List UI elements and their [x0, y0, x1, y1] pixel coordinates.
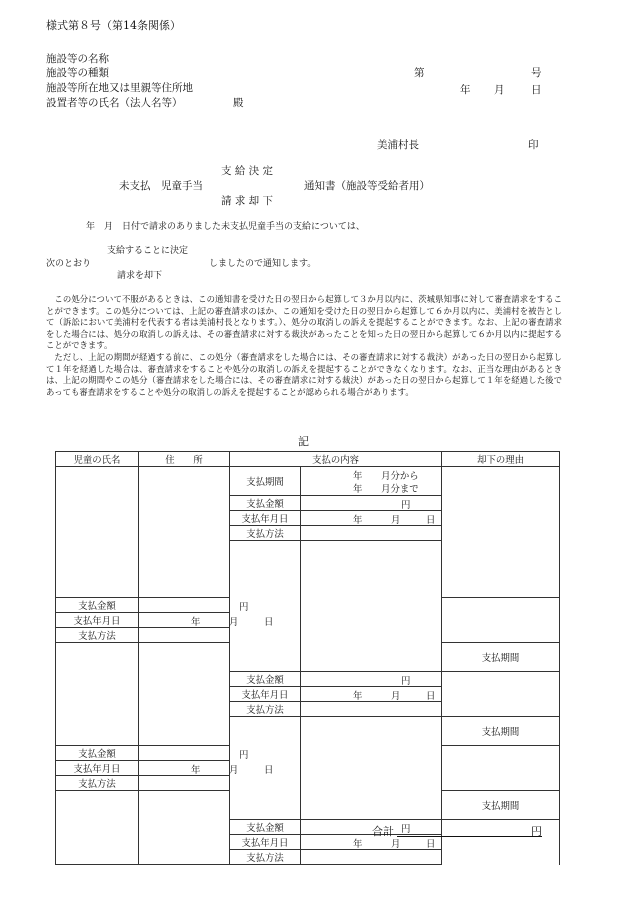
date-year: 年 [353, 838, 363, 850]
amount-label: 支払金額 [230, 672, 301, 687]
issue-date-month: 月 [494, 84, 505, 96]
total-amount-line [397, 836, 542, 837]
amount-unit: 円 [401, 675, 411, 687]
date-label: 支払年月日 [230, 835, 301, 850]
address-cell[interactable] [139, 467, 230, 598]
method-value[interactable] [301, 850, 442, 865]
period-label: 支払期間 [230, 467, 301, 496]
total-label: 合計 [372, 825, 394, 838]
col-payment-content: 支払の内容 [230, 452, 442, 467]
date-day: 日 [426, 838, 436, 850]
amount-label: 支払金額 [230, 496, 301, 511]
date-label: 支払年月日 [56, 613, 139, 628]
intro-prefix: 次のとおり [46, 259, 92, 269]
date-label: 支払年月日 [56, 761, 139, 776]
col-child-name: 児童の氏名 [56, 452, 139, 467]
table-header-row [56, 452, 560, 467]
date-value[interactable] [301, 687, 442, 702]
method-label: 支払方法 [56, 776, 139, 791]
amount-value[interactable] [301, 496, 442, 511]
intro-option-pay: 支給することに決定 [107, 246, 189, 256]
date-label: 支払年月日 [230, 687, 301, 702]
amount-label: 支払金額 [56, 746, 139, 761]
amount-value[interactable] [139, 598, 249, 613]
appeal-paragraph-1: この処分について不服があるときは、この通知書を受けた日の翌日から起算して３か月以内に、茨城県知事に対して審査請求をすることができます。この処分については、上記の審査請求のほか、この通知を受けた日の翌日から起算して６か月以内に、美浦村を被告として（訴訟において美浦村を代表する者は美浦村長となります。）、処分の取消しの訴えを提起することができます。なお、上記の審査請求をした場合には、処分の取消しの訴えは、その審査請求に対する裁決があったことを知った日の翌日から起算して６か月以内に提起することができます。 [46, 294, 562, 351]
amount-value[interactable] [301, 820, 442, 835]
intro-suffix: しましたので通知します。 [209, 259, 317, 269]
date-year: 年 [191, 764, 201, 776]
period-value[interactable] [301, 467, 442, 496]
title-main-left: 未支払 児童手当 [119, 180, 203, 192]
col-rejection-reason: 却下の理由 [442, 452, 560, 467]
method-label: 支払方法 [230, 702, 301, 717]
method-value[interactable] [139, 628, 230, 643]
table-row [56, 467, 560, 496]
intro-option-reject: 請求を却下 [117, 271, 163, 281]
appeal-paragraph-2: ただし、上記の期間が経過する前に、この処分（審査請求をした場合には、その審査請求に対する裁決）があった日の翌日から起算して１年を経過した場合は、審査請求をすることや処分の取消しの訴えを提起することができなくなります。なお、正当な理由があるときは、上記の期間やこの処分（審査請求をした場合には、その審査請求に対する裁決）があった日の翌日から起算して１年を経過した後であっても審査請求をすることや処分の取消しの訴えを提起することが認められる場合があります。 [46, 351, 562, 397]
date-day: 日 [426, 514, 436, 526]
date-month: 月 [391, 514, 401, 526]
amount-unit: 円 [401, 499, 411, 511]
doc-number-suffix: 号 [531, 67, 542, 79]
amount-value[interactable] [139, 746, 249, 761]
title-main-right: 通知書（施設等受給者用） [304, 180, 430, 192]
issue-date-year: 年 [460, 84, 471, 96]
date-year: 年 [353, 690, 363, 702]
form-number: 様式第８号（第14条関係） [46, 19, 181, 32]
method-value[interactable] [139, 776, 230, 791]
record-heading: 記 [298, 435, 309, 448]
appeal-notice [46, 294, 562, 398]
total-unit: 円 [531, 825, 542, 838]
child-name-cell[interactable] [56, 791, 139, 865]
issue-date-day: 日 [531, 84, 542, 96]
sender-title: 美浦村長 [377, 139, 419, 151]
doc-number-prefix: 第 [414, 67, 425, 79]
amount-label: 支払金額 [56, 598, 139, 613]
date-month: 月 [391, 838, 401, 850]
date-month: 月 [391, 690, 401, 702]
address-cell[interactable] [301, 541, 442, 672]
method-label: 支払方法 [230, 526, 301, 541]
method-label: 支払方法 [230, 850, 301, 865]
date-month: 月 [229, 616, 239, 628]
amount-unit: 円 [401, 823, 411, 835]
date-year: 年 [191, 616, 201, 628]
seal-mark: 印 [528, 139, 539, 151]
period-label: 支払期間 [442, 717, 560, 746]
amount-value[interactable] [301, 672, 442, 687]
date-day: 日 [264, 764, 274, 776]
facility-type-label: 施設等の種類 [46, 67, 109, 79]
col-address: 住 所 [139, 452, 230, 467]
founder-label: 設置者等の氏名（法人名等） [46, 97, 183, 109]
title-option-reject: 請 求 却 下 [221, 195, 274, 207]
amount-label: 支払金額 [230, 820, 301, 835]
date-day: 日 [264, 616, 274, 628]
date-year: 年 [353, 514, 363, 526]
amount-unit: 円 [239, 749, 249, 761]
address-cell[interactable] [139, 791, 230, 865]
address-cell[interactable] [139, 643, 230, 746]
date-month: 月 [229, 764, 239, 776]
child-name-cell[interactable] [56, 643, 139, 746]
facility-name-label: 施設等の名称 [46, 53, 109, 65]
date-label: 支払年月日 [230, 511, 301, 526]
date-value[interactable] [301, 511, 442, 526]
period-label: 支払期間 [442, 643, 560, 672]
intro-line: 年 月 日付で請求のありました未支払児童手当の支給については、 [86, 222, 365, 232]
date-value[interactable] [139, 613, 274, 628]
method-value[interactable] [301, 702, 442, 717]
payment-record-table [55, 451, 560, 865]
amount-unit: 円 [239, 601, 249, 613]
date-value[interactable] [139, 761, 274, 776]
title-option-decide: 支 給 決 定 [221, 165, 274, 177]
honorific: 殿 [233, 97, 244, 109]
period-to: 年 月分まで [353, 484, 419, 495]
date-day: 日 [426, 690, 436, 702]
method-label: 支払方法 [56, 628, 139, 643]
facility-address-label: 施設等所在地又は里親等住所地 [46, 82, 193, 94]
child-name-cell[interactable] [56, 467, 139, 598]
period-from: 年 月分から [353, 471, 419, 482]
method-value[interactable] [301, 526, 442, 541]
period-label: 支払期間 [442, 791, 560, 820]
address-cell[interactable] [301, 717, 442, 820]
rejection-reason-cell[interactable] [442, 467, 560, 598]
